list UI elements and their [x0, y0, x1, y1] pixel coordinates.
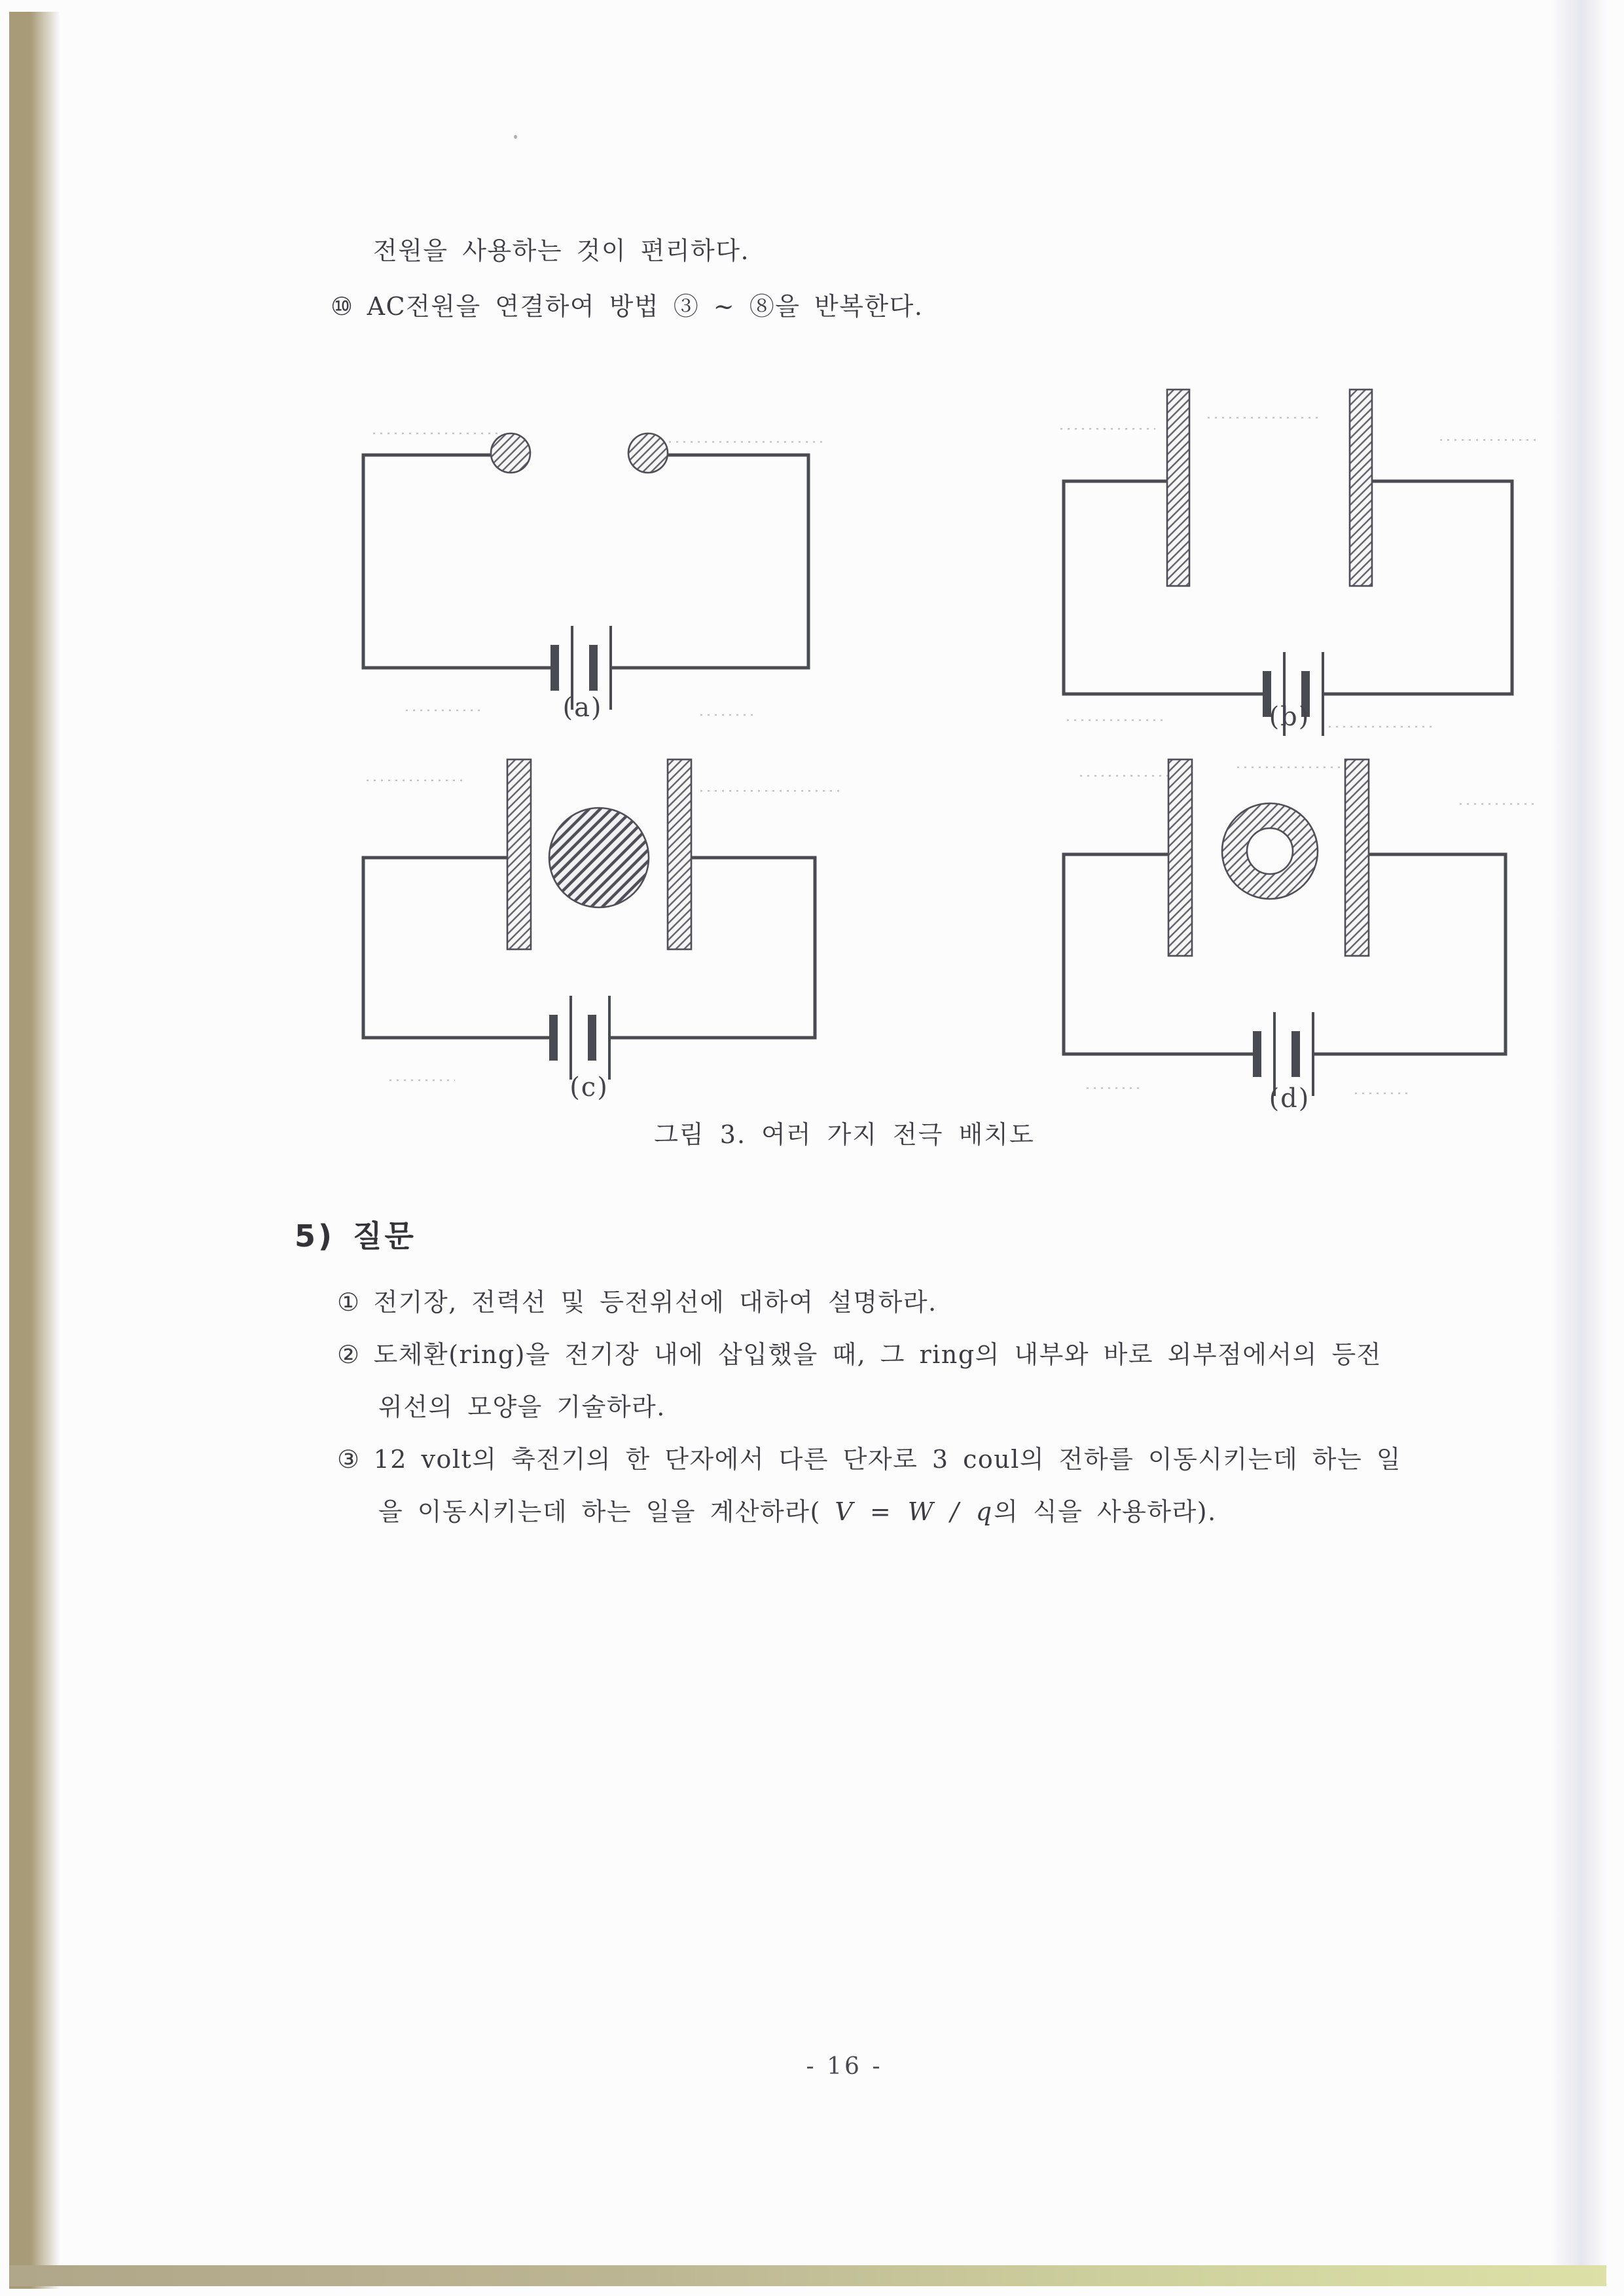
question-3-line-2	[378, 1498, 1217, 1527]
conducting-ring-hole-icon	[1247, 828, 1293, 874]
question-2-circled-number: ②	[337, 1340, 361, 1369]
left-bottom-wire	[1064, 481, 1263, 694]
procedure-step-10	[331, 293, 923, 321]
battery-icon	[549, 996, 611, 1080]
diagram-label-b: (b)	[1269, 702, 1310, 732]
question-1-circled-number: ①	[337, 1288, 361, 1317]
figure-caption: 그림 3. 여러 가지 전극 배치도	[654, 1120, 1035, 1149]
diagram-label-d: (d)	[1269, 1084, 1310, 1114]
question-2-line-2: 위선의 모양을 기술하라.	[378, 1393, 666, 1421]
book-binding-edge	[9, 12, 60, 2289]
question-2-line-1	[337, 1341, 1382, 1370]
plate-electrode-icon	[1345, 759, 1369, 956]
diagram-label-a: (a)	[562, 693, 603, 723]
plate-electrode-icon	[507, 759, 531, 949]
left-bottom-wire	[1064, 854, 1253, 1054]
right-bottom-wire	[1314, 854, 1506, 1054]
question-2-text-line-1: 도체환(ring)을 전기장 내에 삽입했을 때, 그 ring의 내부와 바로 외부점에서의 등전	[373, 1340, 1382, 1369]
diagram-label-c: (c)	[569, 1072, 609, 1102]
plate-electrode-icon	[1168, 759, 1192, 956]
plate-electrode-icon	[668, 759, 691, 949]
question-3-line-2-post: 의 식을 사용하라).	[994, 1497, 1217, 1526]
conducting-disk-icon	[549, 808, 649, 907]
question-3-circled-number: ③	[337, 1445, 361, 1474]
intro-sentence: 전원을 사용하는 것이 편리하다.	[373, 236, 750, 265]
point-electrode-icon	[491, 433, 530, 473]
question-3-text-line-1: 12 volt의 축전기의 한 단자에서 다른 단자로 3 coul의 전하를 이동시키는데 하는 일	[373, 1445, 1401, 1474]
question-3-formula: V = W / q	[835, 1497, 994, 1526]
left-bottom-wire	[363, 455, 550, 668]
point-electrode-icon	[628, 433, 668, 473]
question-3-line-1	[337, 1446, 1401, 1474]
page-bottom-edge	[9, 2265, 1606, 2286]
plate-electrode-icon	[1167, 390, 1189, 586]
step-10-circled-number: ⑩	[331, 292, 354, 321]
section-heading-questions: 5) 질문	[295, 1218, 416, 1254]
question-1	[337, 1288, 937, 1317]
step-10-text: AC전원을 연결하여 방법 ③ ~ ⑧을 반복한다.	[367, 292, 924, 321]
circuit-diagram-a	[334, 380, 831, 746]
page-number: - 16 -	[806, 2053, 883, 2080]
page-curl-shadow	[1550, 0, 1608, 2265]
question-3-line-2-pre: 을 이동시키는데 하는 일을 계산하라(	[378, 1497, 835, 1526]
plate-electrode-icon	[1350, 390, 1372, 586]
right-bottom-wire	[612, 455, 808, 668]
question-1-text: 전기장, 전력선 및 등전위선에 대하여 설명하라.	[373, 1288, 937, 1317]
scan-speck	[514, 135, 517, 139]
